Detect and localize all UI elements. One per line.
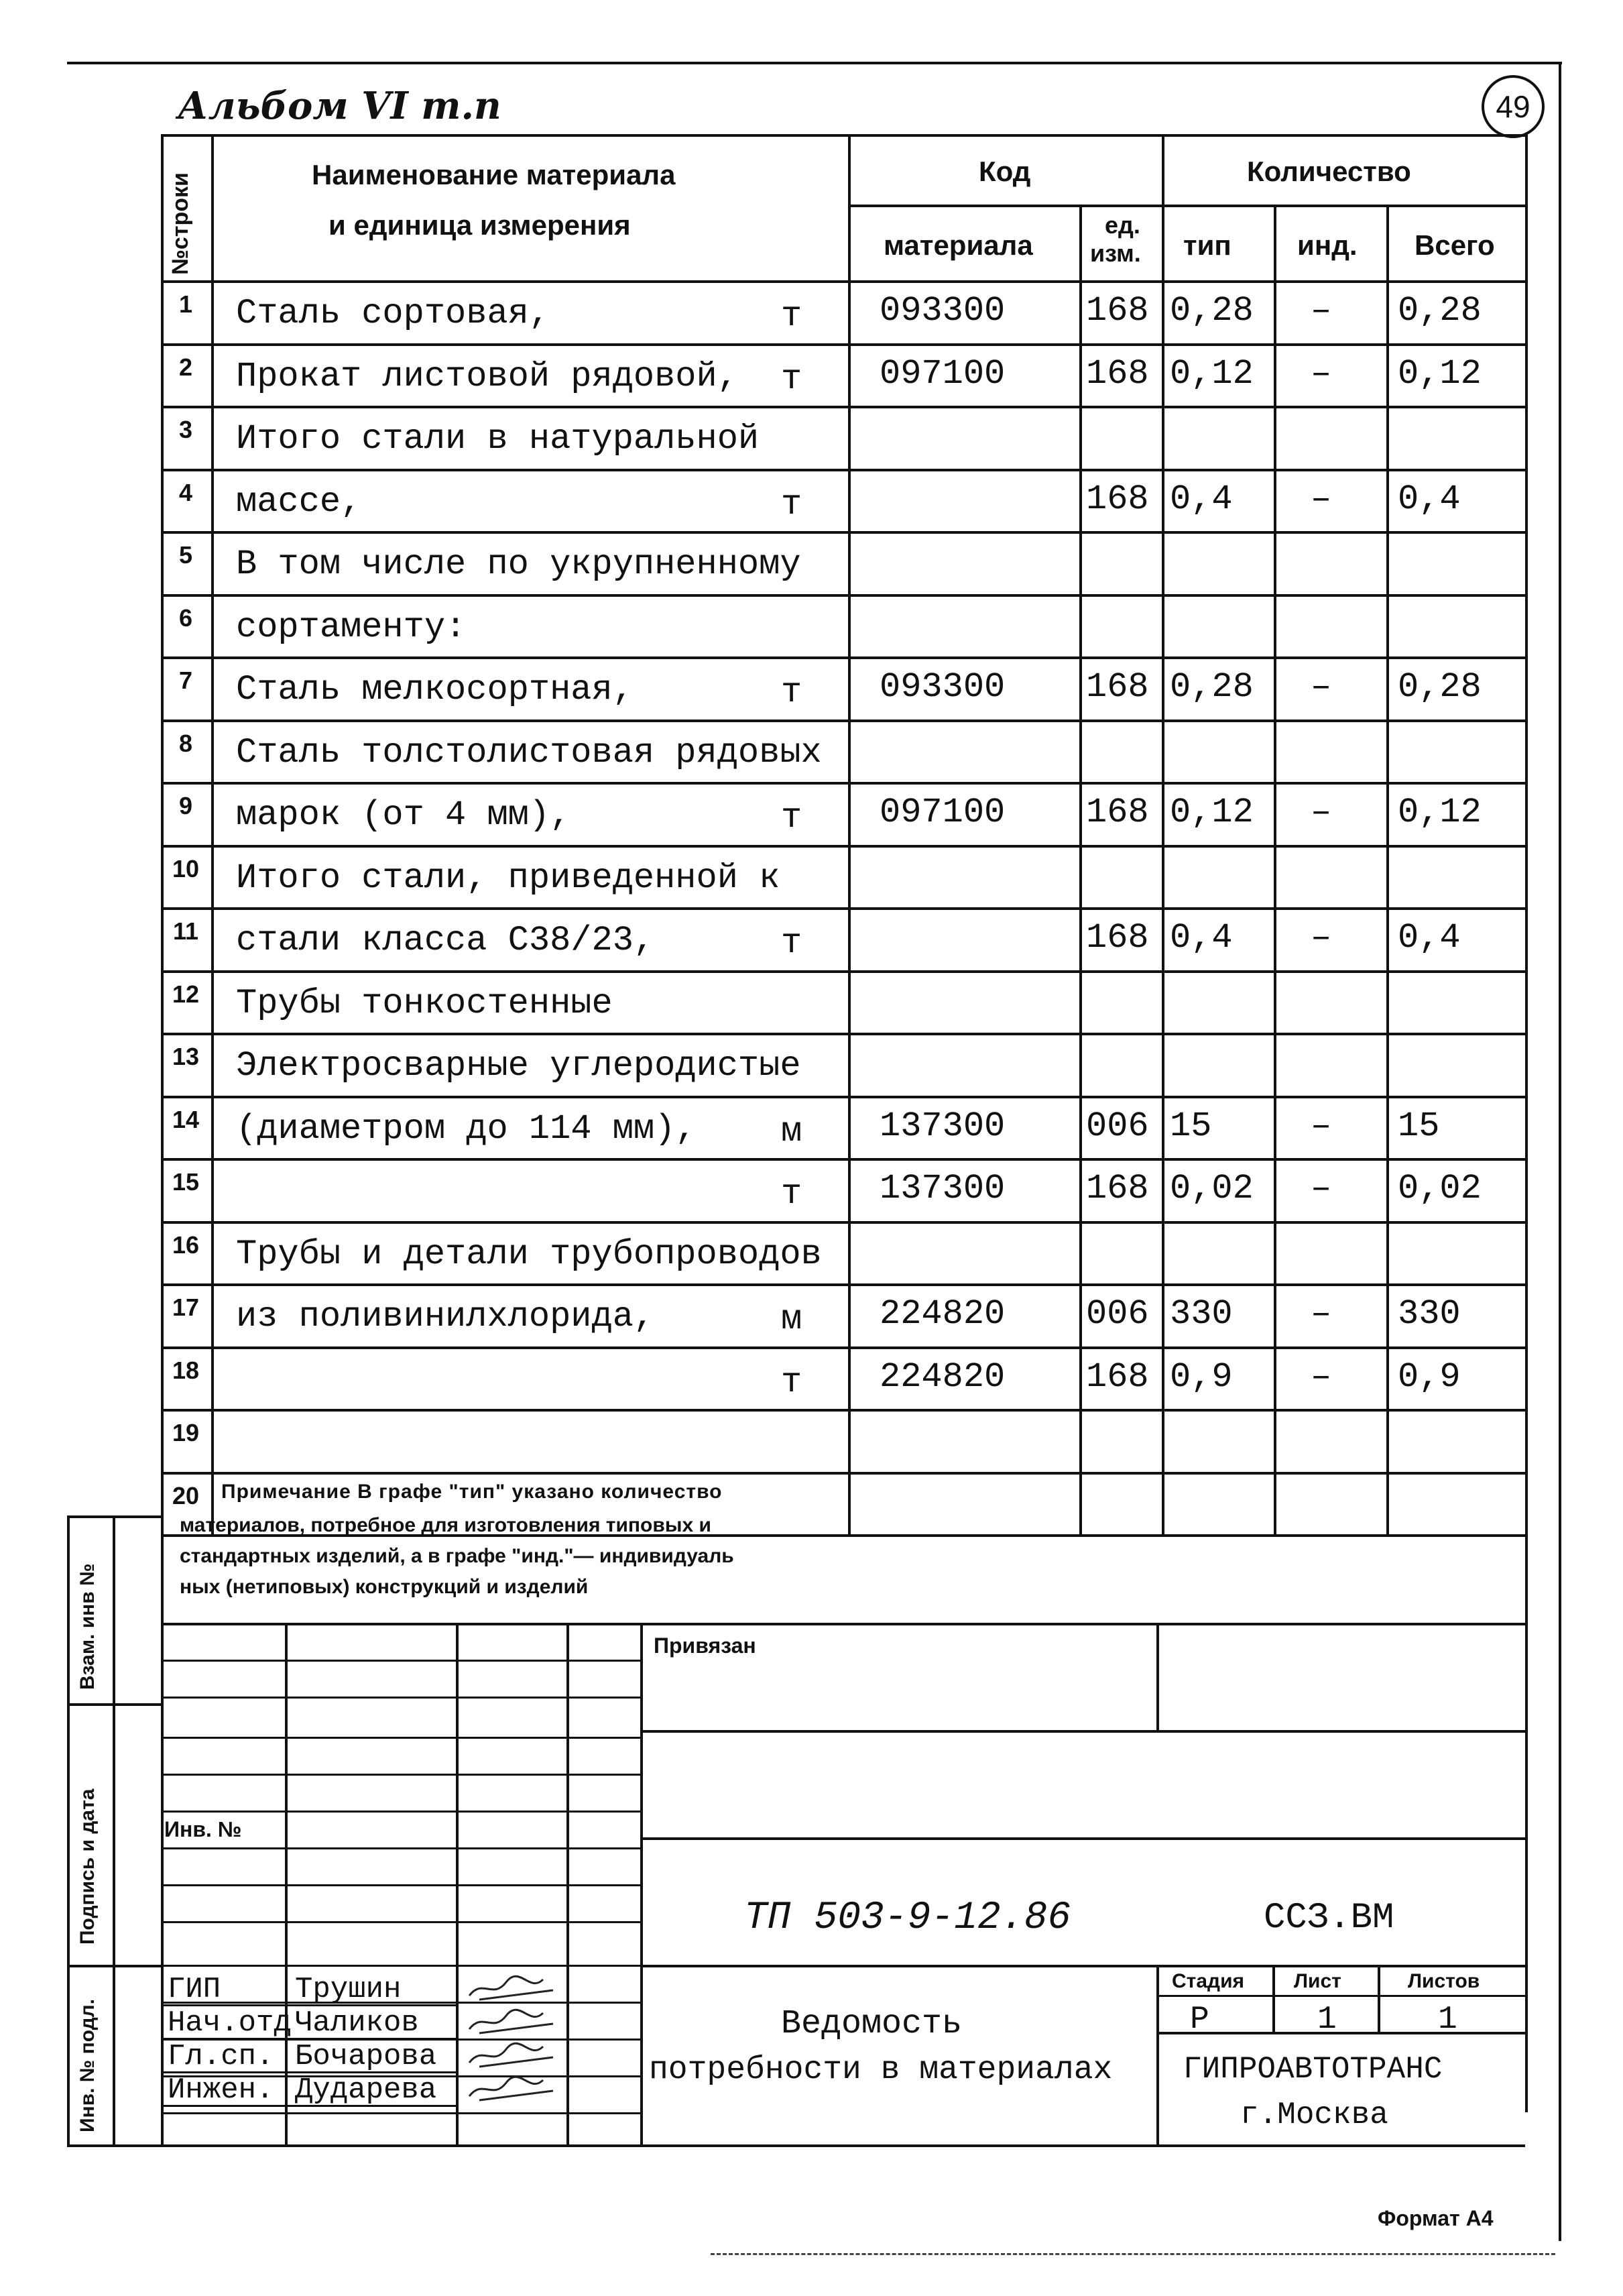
stamp-grid-row — [161, 1921, 640, 1923]
row-material-code: 137300 — [880, 1106, 1006, 1146]
row-line — [161, 907, 1525, 910]
row-unit: т — [781, 923, 802, 963]
row-material-code: 097100 — [880, 793, 1006, 832]
page-bottom-dash — [711, 2253, 1555, 2255]
note-line-3: стандартных изделий, а в графе "инд."— индивидуаль — [180, 1545, 734, 1567]
row-qty-total: 0,9 — [1398, 1357, 1461, 1397]
stage-header-line — [1156, 1995, 1525, 1997]
inv-no-label: Инв. № — [164, 1817, 242, 1841]
side-strip-div2 — [67, 1965, 161, 1967]
header-mid-line — [848, 205, 1525, 207]
row-number: 4 — [178, 478, 193, 506]
row-unit-code: 168 — [1086, 667, 1149, 707]
note-line-1: Примечание В графе "тип" указано количество — [221, 1481, 723, 1503]
album-label: Альбом VI т.п — [178, 84, 501, 128]
organization-name: ГИПРОАВТОТРАНС — [1183, 2052, 1443, 2087]
header-rownum: №строки — [168, 172, 193, 275]
sheet-value: 1 — [1317, 2002, 1337, 2038]
note-right-line — [1525, 1534, 1528, 1715]
row-qty-total: 15 — [1398, 1106, 1440, 1146]
table-top-line — [161, 134, 1525, 137]
stamp-grid-row — [161, 1884, 640, 1886]
signer-role: Инжен. — [168, 2073, 274, 2107]
side-podpis-label: Подпись и дата — [76, 1788, 99, 1945]
row-name: (диаметром до 114 мм), — [236, 1108, 697, 1149]
row-qty-total: 0,12 — [1398, 353, 1482, 394]
privyazan-divider — [1156, 1623, 1159, 1730]
row-name: Сталь толстолистовая рядовых — [236, 732, 822, 772]
page-number-circle — [1482, 75, 1545, 138]
signature-scribble — [466, 2040, 560, 2071]
signature-scribble — [466, 2073, 560, 2104]
signer-name: Чаликов — [295, 2006, 419, 2040]
row-line — [161, 1033, 1525, 1035]
row-name: Трубы и детали трубопроводов — [236, 1234, 822, 1274]
row-name: В том числе по укрупненному — [236, 544, 801, 584]
header-total: Всего — [1415, 229, 1495, 261]
stage-col — [1272, 1965, 1275, 2032]
row-line — [161, 594, 1525, 597]
row-qty-typ: 0,12 — [1170, 793, 1254, 832]
row-number: 17 — [172, 1294, 200, 1321]
stamp-grid-row — [161, 1847, 640, 1849]
row-line — [161, 720, 1525, 722]
row-qty-total: 0,02 — [1398, 1169, 1482, 1208]
signer-name: Бочарова — [295, 2040, 437, 2073]
table-right-border — [1525, 134, 1528, 2112]
row-unit: т — [781, 798, 802, 838]
row-qty-ind: – — [1311, 793, 1332, 832]
row-number: 12 — [172, 980, 200, 1008]
stamp-top-line — [161, 1623, 1525, 1625]
sheets-label: Листов — [1408, 1970, 1480, 1992]
row-qty-ind: – — [1311, 1106, 1332, 1146]
row-qty-typ: 0,12 — [1170, 353, 1254, 394]
row-unit: т — [781, 1362, 802, 1402]
stage-value: Р — [1190, 2002, 1209, 2038]
row-qty-total: 0,28 — [1398, 667, 1482, 707]
stamp-bottom-line — [67, 2144, 1525, 2147]
row-line — [161, 970, 1525, 973]
row-number: 3 — [178, 416, 193, 443]
stamp-grid-col — [456, 1623, 459, 2144]
row-unit: т — [781, 673, 802, 712]
row-name: массе, — [236, 481, 362, 522]
side-vzam-label: Взам. инв № — [76, 1563, 99, 1690]
organization-city: г.Москва — [1240, 2098, 1388, 2132]
row-unit: т — [781, 484, 802, 524]
row-unit: т — [781, 296, 802, 336]
row-number: 19 — [172, 1419, 200, 1446]
row-name: Электросварные углеродистые — [236, 1046, 801, 1086]
row-number: 5 — [178, 541, 193, 569]
row-line — [161, 406, 1525, 408]
row-qty-typ: 0,28 — [1170, 291, 1254, 331]
row-qty-ind: – — [1311, 291, 1332, 331]
signer-role: ГИП — [168, 1973, 221, 2006]
signer-role: Гл.сп. — [168, 2040, 274, 2073]
sheets-value: 1 — [1438, 2002, 1457, 2038]
row-unit: м — [781, 1300, 802, 1339]
row-number: 11 — [172, 917, 199, 945]
row-material-code: 093300 — [880, 667, 1006, 707]
row-qty-total: 0,12 — [1398, 793, 1482, 832]
row-material-code: 137300 — [880, 1169, 1006, 1208]
row-qty-typ: 0,4 — [1170, 479, 1233, 519]
row-qty-ind: – — [1311, 1357, 1332, 1397]
row-unit: т — [781, 1174, 802, 1214]
row-name: из поливинилхлорида, — [236, 1297, 655, 1336]
row-qty-ind: – — [1311, 479, 1332, 519]
row-qty-typ: 0,28 — [1170, 667, 1254, 707]
row-material-code: 224820 — [880, 1294, 1006, 1334]
row-name: стали класса С38/23, — [236, 921, 655, 960]
header-typ: тип — [1183, 229, 1231, 261]
page-number: 49 — [1496, 89, 1530, 124]
row-name: Прокат листовой рядовой, — [236, 356, 738, 396]
stamp-grid-row — [161, 2112, 640, 2114]
format-label: Формат А4 — [1378, 2206, 1494, 2230]
stage-label: Стадия — [1172, 1970, 1245, 1992]
col-line-ind — [1274, 205, 1276, 1534]
row-unit-code: 168 — [1086, 1169, 1149, 1208]
note-line-2: материалов, потребное для изготовления типовых и — [180, 1514, 711, 1536]
col-line-unit — [1079, 205, 1082, 1534]
col-line-qty — [1162, 134, 1164, 1534]
row-unit: м — [781, 1111, 802, 1151]
header-unit-line1: ед. — [1105, 211, 1140, 239]
sheet-col — [1378, 1965, 1380, 2032]
row-line — [161, 1221, 1525, 1224]
privyazan-label: Привязан — [654, 1633, 756, 1658]
document-title-line1: Ведомость — [781, 2005, 963, 2043]
stamp-grid-col — [640, 1623, 643, 2144]
row-unit-code: 168 — [1086, 793, 1149, 832]
header-name-line2: и единица измерения — [328, 209, 631, 241]
row-unit-code: 006 — [1086, 1106, 1149, 1146]
row-name: Итого стали, приведенной к — [236, 858, 780, 898]
row-qty-typ: 0,02 — [1170, 1169, 1254, 1208]
row-qty-total: 330 — [1398, 1294, 1461, 1334]
stamp-grid-row — [161, 1811, 640, 1813]
row-line — [161, 1409, 1525, 1412]
sheet-label: Лист — [1294, 1970, 1341, 1992]
row-line — [161, 531, 1525, 534]
row-name: Сталь мелкосортная, — [236, 670, 634, 709]
row-qty-typ: 15 — [1170, 1106, 1212, 1146]
signature-scribble — [466, 1973, 560, 2004]
row-qty-total: 0,4 — [1398, 918, 1461, 958]
document-suffix: ССЗ.ВМ — [1264, 1898, 1394, 1939]
row-unit-code: 168 — [1086, 1357, 1149, 1397]
row-unit-code: 168 — [1086, 353, 1149, 394]
header-bottom-line — [161, 280, 1525, 283]
row-qty-ind: – — [1311, 667, 1332, 707]
row-name: марок (от 4 мм), — [236, 795, 571, 835]
row-qty-ind: – — [1311, 1169, 1332, 1208]
header-unit-line2: изм. — [1090, 239, 1141, 267]
row-qty-typ: 330 — [1170, 1294, 1233, 1334]
row-number: 7 — [178, 667, 193, 694]
signer-role: Нач.отд — [168, 2006, 292, 2040]
col-line-total — [1386, 205, 1389, 1534]
row-line — [161, 782, 1525, 785]
row-unit-code: 006 — [1086, 1294, 1149, 1334]
row-number: 20 — [172, 1481, 200, 1509]
row-line — [161, 656, 1525, 659]
signer-name: Трушин — [295, 1973, 402, 2006]
row-qty-typ: 0,9 — [1170, 1357, 1233, 1397]
row-number: 9 — [178, 792, 193, 819]
stamp-grid-row — [161, 1965, 640, 1967]
row-line — [161, 1158, 1525, 1161]
privyazan-bottom — [640, 1730, 1525, 1733]
row-qty-total: 0,4 — [1398, 479, 1461, 519]
side-strip-right — [113, 1515, 115, 2144]
row-number: 16 — [172, 1230, 200, 1259]
row-number: 10 — [172, 854, 200, 882]
stamp-grid-row — [161, 1660, 640, 1662]
stamp-grid-col — [566, 1623, 569, 2144]
row-name: Итого стали в натуральной — [236, 419, 760, 459]
row-qty-ind: – — [1311, 918, 1332, 958]
row-unit-code: 168 — [1086, 291, 1149, 331]
row-qty-ind: – — [1311, 353, 1332, 394]
row-qty-total: 0,28 — [1398, 291, 1482, 331]
row-line — [161, 845, 1525, 848]
row-number: 1 — [178, 290, 193, 318]
side-strip-div1 — [67, 1703, 161, 1706]
signer-name: Дударева — [295, 2073, 437, 2107]
row-number: 15 — [172, 1168, 200, 1196]
code-bottom-line — [640, 1965, 1525, 1967]
note-line-4: ных (нетиповых) конструкций и изделий — [180, 1576, 589, 1598]
header-material: материала — [884, 229, 1033, 261]
document-code: ТП 503-9-12.86 — [744, 1896, 1071, 1940]
right-border — [1559, 62, 1561, 2241]
row-line — [161, 1283, 1525, 1286]
stamp-grid-row — [161, 1697, 640, 1699]
row-unit: т — [781, 359, 802, 399]
stamp-grid-col — [285, 1623, 288, 2144]
row-line — [161, 1096, 1525, 1098]
header-name-line1: Наименование материала — [312, 159, 676, 190]
document-title-line2: потребности в материалах — [649, 2052, 1113, 2088]
stamp-left-line — [161, 1623, 164, 2144]
side-strip-top — [67, 1515, 161, 1518]
code-top-line — [640, 1837, 1525, 1840]
row-line — [161, 469, 1525, 471]
row-name: сортаменту: — [236, 607, 467, 647]
row-line — [161, 343, 1525, 346]
signer-underline — [161, 2105, 456, 2107]
col-line-name — [211, 134, 214, 1534]
row-line — [161, 1346, 1525, 1349]
title-right-divider — [1156, 1965, 1159, 2144]
row-name: Трубы тонкостенные — [236, 983, 613, 1023]
top-border-line — [67, 62, 1562, 64]
header-qty-group: Количество — [1247, 156, 1411, 187]
row-material-code: 224820 — [880, 1357, 1006, 1397]
row-number: 18 — [172, 1356, 200, 1384]
row-name: Сталь сортовая, — [236, 294, 550, 333]
row-material-code: 093300 — [880, 291, 1006, 331]
row-number: 2 — [178, 353, 193, 381]
side-inv-label: Инв. № подл. — [76, 1998, 99, 2132]
stage-value-line — [1156, 2032, 1525, 2034]
header-code-group: Код — [979, 156, 1031, 187]
row-number: 14 — [172, 1105, 200, 1133]
col-line-material — [848, 134, 851, 1534]
header-ind: инд. — [1297, 229, 1358, 261]
stamp-grid-row — [161, 1774, 640, 1776]
stamp-grid-row — [161, 1737, 640, 1739]
row-qty-typ: 0,4 — [1170, 918, 1233, 958]
row-number: 6 — [178, 604, 193, 632]
row-material-code: 097100 — [880, 353, 1006, 394]
signature-scribble — [466, 2006, 560, 2037]
row-unit-code: 168 — [1086, 479, 1149, 519]
side-strip-left — [67, 1515, 70, 2144]
row-number: 13 — [172, 1043, 200, 1070]
row-number: 8 — [178, 729, 193, 757]
row-line — [161, 1472, 1525, 1475]
row-unit-code: 168 — [1086, 918, 1149, 958]
row-qty-ind: – — [1311, 1294, 1332, 1334]
